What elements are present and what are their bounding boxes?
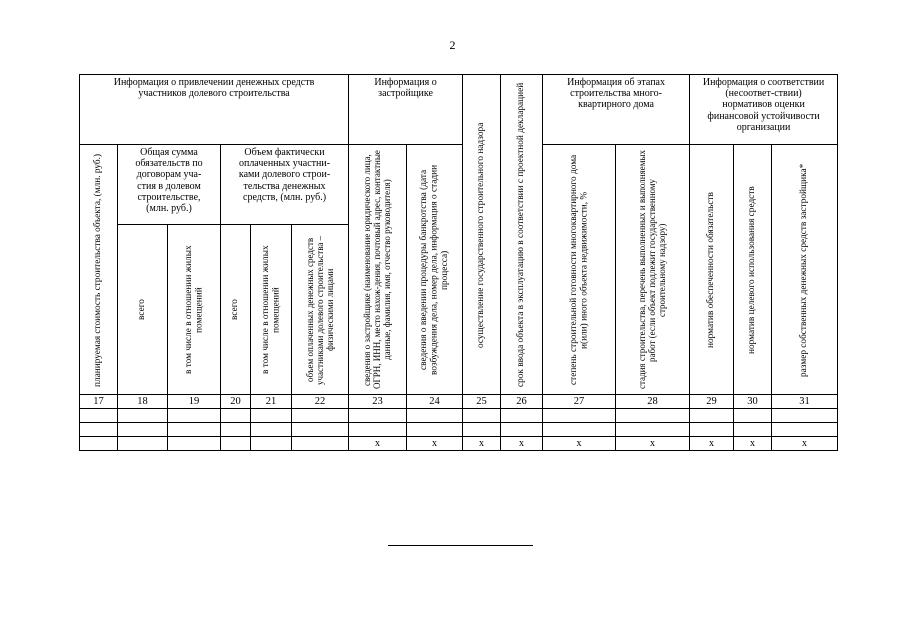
x-cell [251,437,292,451]
x-cell: x [690,437,734,451]
col-31-header [772,145,838,395]
footer-divider [388,545,533,546]
col-number: 28 [616,395,690,409]
col-30-label: норматив целевого использования средств [747,185,758,354]
x-cell [118,437,168,451]
x-cell [221,437,251,451]
x-cell: x [501,437,543,451]
col-24-label: сведения о введении процедуры банкротства (дата возбуждения дела, номер дела, информация о стадии процесса) [418,164,450,375]
col-23-label: сведения о застройщике (наименование юридического лица, ОГРН, ИНН, место нахож-дения, почтовый адрес, контактные данные, фамилия, имя, отчество руководителя) [362,150,393,389]
report-form-table [79,74,838,451]
subgroup-obligations-label: Общая сумма обязательств по договорам уча-стия в долевом строительстве, (млн. руб.) [135,147,203,214]
col-30-header [734,145,772,395]
col-number: 21 [251,395,292,409]
col-20-header [221,225,251,395]
col-number: 18 [118,395,168,409]
col-29-header [690,145,734,395]
group-stages [543,75,690,145]
x-cell: x [772,437,838,451]
subgroup-paid-label: Объем фактически оплаченных участни-ками долевого строи-тельства денежных средств, (млн. руб.) [238,147,331,203]
col-29-label: норматив обеспеченности обязательств [706,191,717,348]
col-number: 26 [501,395,543,409]
x-cell: x [463,437,501,451]
col-17-label: планируемая стоимость строительства объекта, (млн. руб.) [93,152,104,387]
col-28-header [616,145,690,395]
group-stages-label: Информация об этапах строительства много-квартирного дома [567,77,665,111]
col-18-label: всего [137,299,148,320]
column-number-row [80,395,838,409]
col-22-header [292,225,349,395]
col-20-label: всего [230,299,241,320]
col-17-header [80,145,118,395]
col-26-header [501,75,543,395]
col-23-header [349,145,407,395]
col-21-label: в том числе в отношении жилых помещений [260,245,281,374]
x-cell: x [543,437,616,451]
x-row [80,437,838,451]
col-number: 23 [349,395,407,409]
col-27-header [543,145,616,395]
x-cell [168,437,221,451]
col-26-label: срок ввода объекта в эксплуатацию в соответствии с проектной декларацией [516,82,527,387]
group-developer-label: Информация о застройщике [374,77,437,100]
col-25-header [463,75,501,395]
col-number: 17 [80,395,118,409]
subgroup-header-row [80,145,838,225]
table-row [80,409,838,423]
col-27-label: степень строительной готовности многоквартирного дома и(или) иного объекта недвижимости, % [568,154,590,385]
x-cell: x [407,437,463,451]
group-header-row [80,75,838,145]
group-compliance-label: Информация о соответствии (несоответ-ствии) нормативов оценки финансовой устойчивости организации [702,77,825,133]
col-31-label: размер собственных денежных средств застройщика* [799,162,810,377]
col-number: 19 [168,395,221,409]
col-number: 22 [292,395,349,409]
table-row [80,423,838,437]
subgroup-paid [221,145,349,225]
group-funds [80,75,349,145]
col-22-label: объем оплаченных денежных средств участниками долевого строительства – физическими лицами [304,234,336,385]
col-number: 31 [772,395,838,409]
x-cell [292,437,349,451]
col-19-header [168,225,221,395]
col-number: 24 [407,395,463,409]
group-developer [349,75,463,145]
page-number: 2 [449,38,456,52]
x-cell: x [616,437,690,451]
group-compliance [690,75,838,145]
col-number: 27 [543,395,616,409]
col-number: 30 [734,395,772,409]
group-funds-label: Информация о привлечении денежных средств участников долевого строительства [113,77,315,100]
col-21-header [251,225,292,395]
col-number: 29 [690,395,734,409]
col-24-header [407,145,463,395]
col-25-label: осуществление государственного строительного надзора [476,121,487,348]
x-cell [80,437,118,451]
col-19-label: в том числе в отношении жилых помещений [183,245,204,374]
col-number: 25 [463,395,501,409]
col-number: 20 [221,395,251,409]
x-cell: x [349,437,407,451]
subgroup-obligations [118,145,221,225]
col-28-label: стадия строительства, перечень выполненных и выполняемых работ (если объект подлежит государственному строительному надзору) [637,150,668,389]
x-cell: x [734,437,772,451]
col-18-header [118,225,168,395]
